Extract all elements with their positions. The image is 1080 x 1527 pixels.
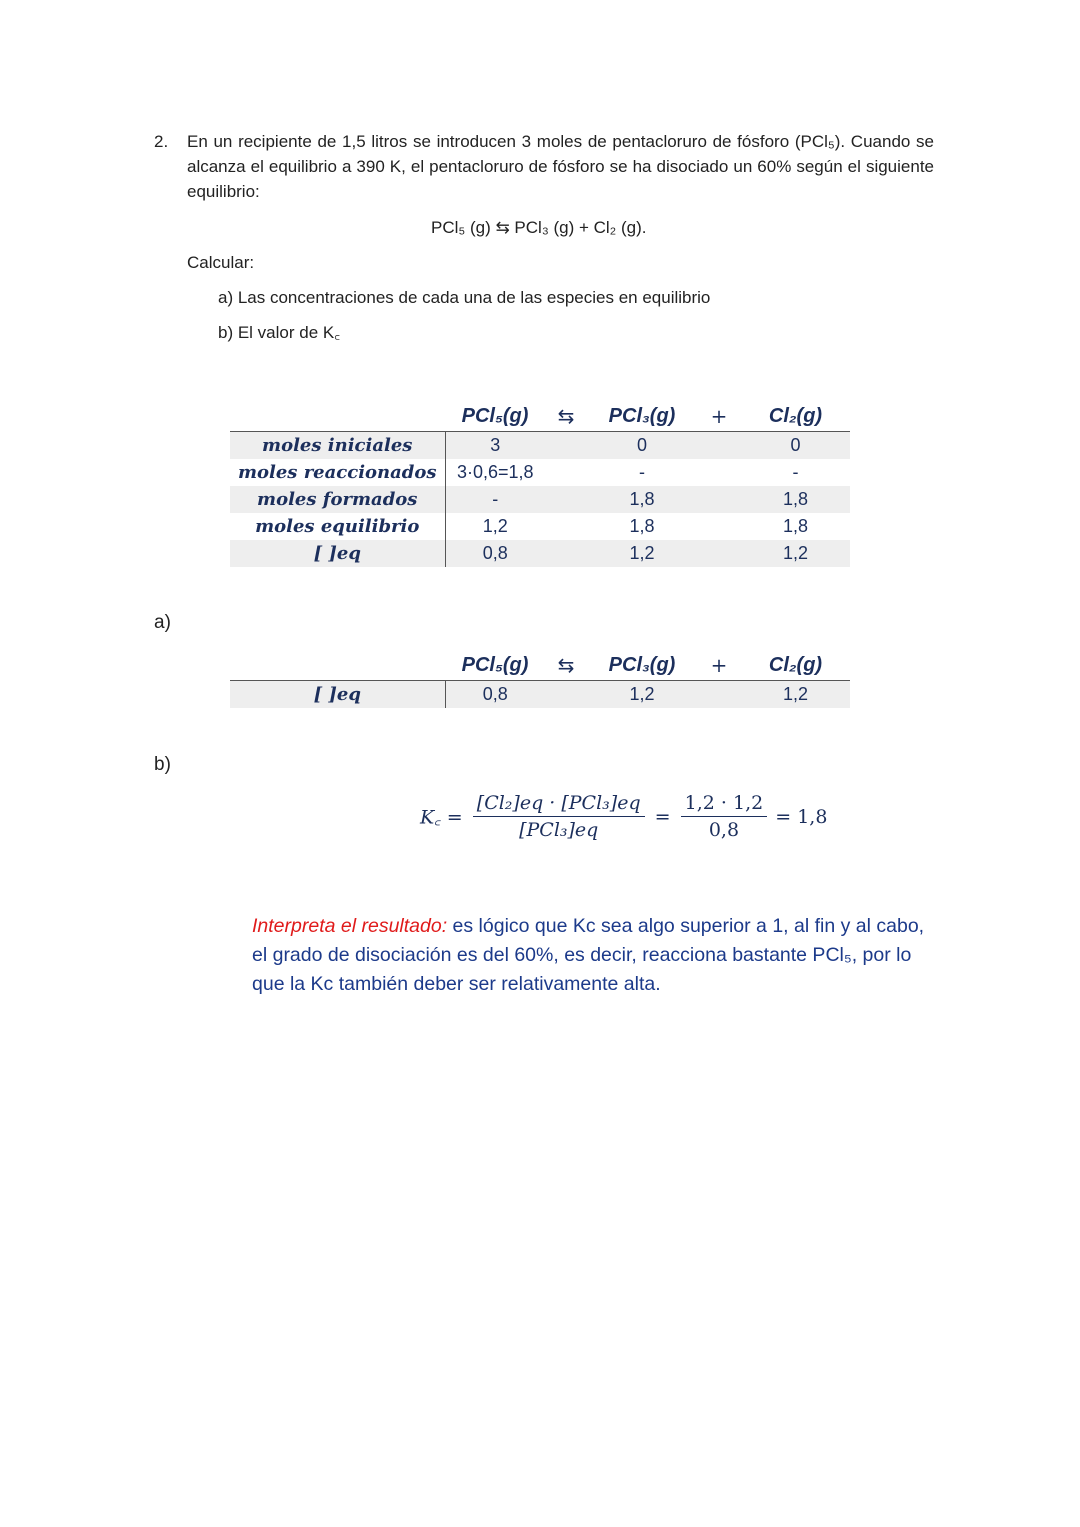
- equilibrium-arrow: ⇆: [545, 650, 587, 681]
- section-b-label: b): [154, 754, 171, 775]
- problem-statement: [154, 129, 934, 204]
- row-label: [ ]eq: [230, 681, 445, 709]
- cell-cl2: 1,2: [741, 540, 850, 567]
- cell-pcl3: -: [639, 462, 645, 482]
- species-pcl5: PCl₅(g): [445, 401, 545, 432]
- kc-expression: [420, 792, 827, 841]
- kc-fraction-symbolic: [473, 792, 645, 841]
- kc-den-value: 0,8: [708, 819, 740, 841]
- row-label: moles formados: [230, 486, 445, 513]
- row-label: [ ]eq: [230, 540, 445, 567]
- table-row: [230, 540, 850, 567]
- species-pcl3: PCl₃(g): [587, 401, 697, 432]
- table-row: [230, 432, 850, 460]
- cell-pcl3: 0: [587, 432, 697, 460]
- cell-cl2: 1,8: [782, 516, 809, 536]
- table-row: [230, 459, 850, 486]
- cell-pcl3: 1,2: [587, 681, 697, 709]
- kc-numerator: [Cl₂]eq · [PCl₃]eq: [473, 792, 645, 817]
- problem-text: En un recipiente de 1,5 litros se introducen 3 moles de pentacloruro de fósforo (PCl₅). Cuando se alcanza el equilibrio a 390 K, el pentacloruro de fósforo se ha disociado un 60% según el siguiente equilibrio:: [187, 132, 934, 201]
- table-row: [230, 681, 850, 709]
- reaction-equation: PCl₅ (g) ⇆ PCl₃ (g) + Cl₂ (g).: [431, 218, 647, 237]
- interpretation-text: es lógico que Kc sea algo superior a 1, al fin y al cabo, el grado de disociación es del 60%, es decir, reacciona bastante PCl₅, por lo que la Kc también deber ser relativamente alta.: [252, 915, 925, 995]
- kc-num-values: 1,2 · 1,2: [681, 792, 768, 817]
- section-a-label: a): [154, 612, 171, 633]
- ice-table-header: [230, 401, 850, 432]
- species-pcl5: PCl₅(g): [445, 650, 545, 681]
- cell-cl2: 1,8: [741, 486, 850, 513]
- interpretation-lead: Interpreta el resultado:: [252, 915, 448, 937]
- ice-table: [230, 401, 850, 567]
- kc-fraction-numeric: [681, 792, 768, 841]
- concentration-table: [230, 650, 850, 708]
- cell-pcl5: -: [445, 486, 545, 513]
- problem-number: 2.: [154, 132, 169, 151]
- cell-pcl3: 1,8: [587, 486, 697, 513]
- species-pcl3: PCl₃(g): [587, 650, 697, 681]
- kc-lhs: K꜀ =: [420, 806, 463, 829]
- interpretation-paragraph: [252, 912, 942, 999]
- row-label: moles equilibrio: [230, 513, 445, 540]
- part-b-question: b) El valor de K꜀: [218, 323, 341, 342]
- cell-cl2: 1,2: [741, 681, 850, 709]
- cell-pcl3: 1,8: [629, 516, 655, 536]
- cell-pcl5: 3·0,6=1,8: [456, 462, 534, 482]
- plus-sign: +: [697, 650, 741, 681]
- concentration-table-header: [230, 650, 850, 681]
- equilibrium-arrow: ⇆: [545, 401, 587, 432]
- row-label: moles iniciales: [230, 432, 445, 460]
- cell-cl2: 0: [741, 432, 850, 460]
- species-cl2: Cl₂(g): [741, 401, 850, 432]
- calcular-label: Calcular:: [187, 253, 255, 272]
- table-row: [230, 486, 850, 513]
- cell-pcl5: 3: [445, 432, 545, 460]
- kc-denominator: [PCl₃]eq: [519, 819, 599, 841]
- row-label: moles reaccionados: [230, 459, 445, 486]
- kc-result: = 1,8: [775, 805, 828, 828]
- species-cl2: Cl₂(g): [741, 650, 850, 681]
- table-row: [230, 513, 850, 540]
- plus-sign: +: [697, 401, 741, 432]
- cell-pcl3: 1,2: [587, 540, 697, 567]
- cell-pcl5: 0,8: [445, 540, 545, 567]
- cell-cl2: -: [792, 462, 799, 482]
- cell-pcl5: 0,8: [445, 681, 545, 709]
- cell-pcl5: 1,2: [482, 516, 508, 536]
- part-a-question: a) Las concentraciones de cada una de las especies en equilibrio: [218, 288, 711, 307]
- kc-equals: =: [654, 805, 671, 828]
